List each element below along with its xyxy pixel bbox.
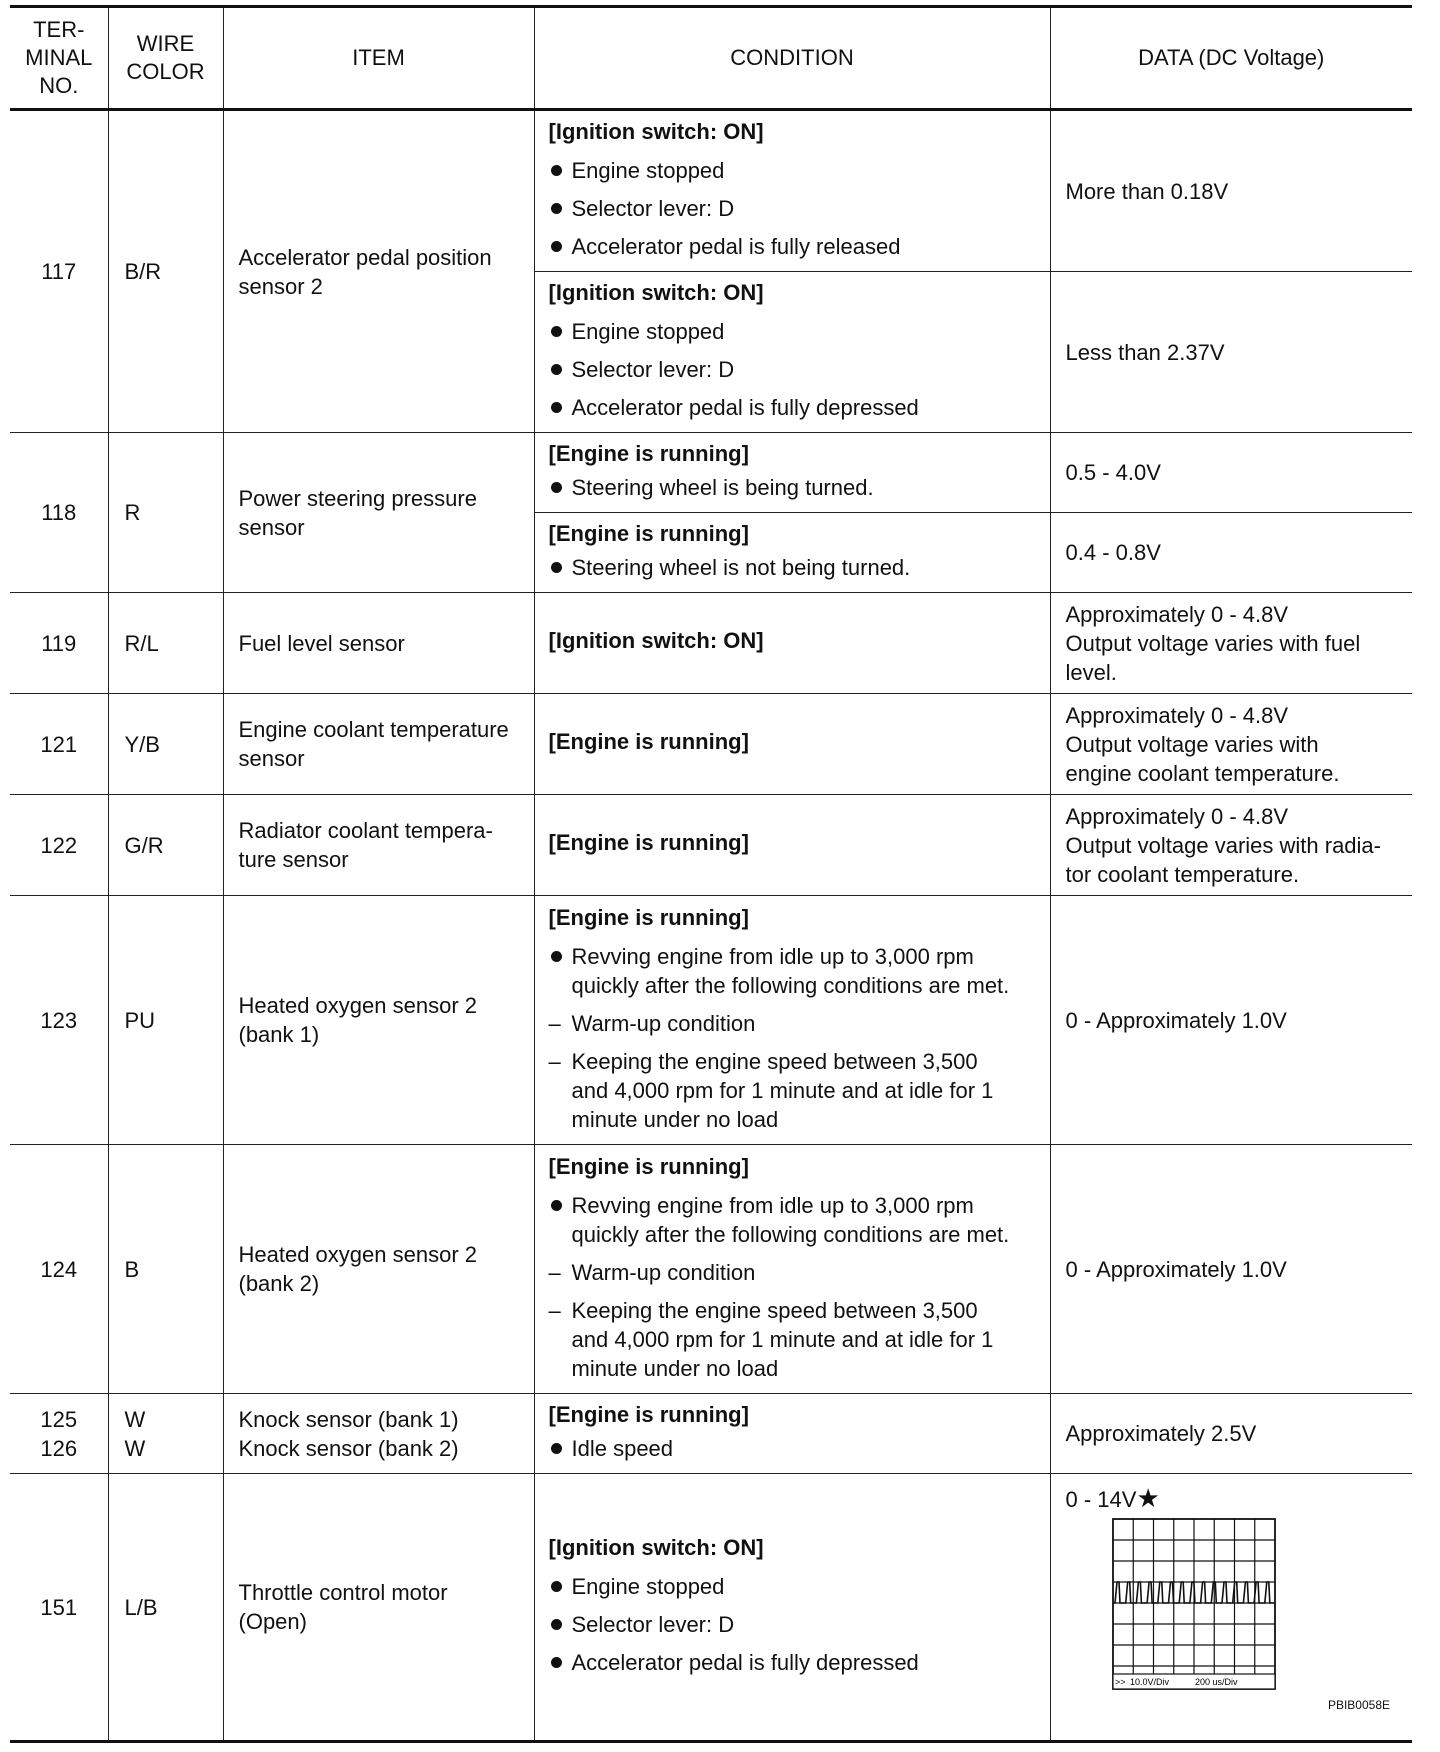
table-row: [10, 694, 1412, 795]
data-value: 0.4 - 0.8V: [1050, 513, 1412, 593]
oscilloscope-waveform: [1112, 1518, 1292, 1698]
terminal-no: 151: [10, 1474, 108, 1742]
scope-marker: >>: [1114, 1677, 1126, 1687]
terminal-no: 122: [10, 795, 108, 896]
condition-cell: [534, 513, 1050, 593]
bullet-item: Steering wheel is not being turned.: [549, 553, 1040, 582]
data-value: 0 - Approximately 1.0V: [1050, 896, 1412, 1145]
time-per-div: 200 us/Div: [1194, 1677, 1238, 1687]
condition-cell: [534, 110, 1050, 272]
condition-heading: [Engine is running]: [548, 441, 749, 466]
data-value: Less than 2.37V: [1050, 272, 1412, 433]
condition-heading: [Engine is running]: [548, 1402, 749, 1427]
data-value: Approximately 0 - 4.8V Output voltage varies with engine coolant temperature.: [1050, 694, 1412, 795]
bullet-item: Revving engine from idle up to 3,000 rpm quickly after the following conditions are met.: [549, 942, 1040, 1000]
terminal-no: 125 126: [10, 1394, 108, 1474]
terminal-no: 123: [10, 896, 108, 1145]
wire-color: L/B: [108, 1474, 223, 1742]
header-item: ITEM: [223, 7, 534, 110]
item-name: Throttle control motor (Open): [223, 1474, 534, 1742]
volt-per-div: 10.0V/Div: [1129, 1677, 1169, 1687]
bullet-item: Engine stopped: [549, 156, 1040, 185]
bullet-item: Accelerator pedal is fully depressed: [549, 1648, 1040, 1677]
condition-heading: [Engine is running]: [548, 729, 749, 754]
bullet-item: Selector lever: D: [549, 1610, 1040, 1639]
condition-cell: [534, 593, 1050, 694]
wire-color: Y/B: [108, 694, 223, 795]
data-value-waveform: [1050, 1474, 1412, 1742]
item-name: Radiator coolant tempera- ture sensor: [223, 795, 534, 896]
table-row: [10, 593, 1412, 694]
data-value: Approximately 2.5V: [1050, 1394, 1412, 1474]
bullet-item: Idle speed: [549, 1434, 1040, 1463]
data-value: 0 - 14V: [1065, 1487, 1137, 1512]
condition-heading: [Engine is running]: [548, 521, 749, 546]
wire-color: W W: [108, 1394, 223, 1474]
condition-heading: [Ignition switch: ON]: [548, 1535, 764, 1560]
terminal-no: 119: [10, 593, 108, 694]
wire-color: R/L: [108, 593, 223, 694]
condition-cell: [534, 272, 1050, 433]
table-row: [10, 110, 1412, 272]
condition-cell: [534, 694, 1050, 795]
item-name: Power steering pressure sensor: [223, 433, 534, 593]
bullet-item: Engine stopped: [549, 1572, 1040, 1601]
header-condition: CONDITION: [534, 7, 1050, 110]
wire-color: PU: [108, 896, 223, 1145]
wire-color: B/R: [108, 110, 223, 433]
item-name: Heated oxygen sensor 2 (bank 1): [223, 896, 534, 1145]
data-value: 0.5 - 4.0V: [1050, 433, 1412, 513]
data-value: Approximately 0 - 4.8V Output voltage varies with fuel level.: [1050, 593, 1412, 694]
bullet-item: Selector lever: D: [549, 194, 1040, 223]
header-row: [10, 7, 1412, 110]
condition-cell: [534, 1145, 1050, 1394]
condition-cell: [534, 896, 1050, 1145]
table-row: [10, 896, 1412, 1145]
condition-heading: [Engine is running]: [548, 904, 749, 930]
condition-heading: [Engine is running]: [548, 1153, 749, 1179]
condition-heading: [Engine is running]: [548, 830, 749, 855]
condition-cell: [534, 795, 1050, 896]
table-row: [10, 1474, 1412, 1742]
figure-code: PBIB0058E: [1327, 1698, 1390, 1712]
bullet-item: Revving engine from idle up to 3,000 rpm quickly after the following conditions are met.: [549, 1191, 1040, 1249]
bullet-item: Steering wheel is being turned.: [549, 473, 1040, 502]
terminal-no: 121: [10, 694, 108, 795]
header-terminal: TER- MINAL NO.: [10, 7, 108, 110]
item-name: Accelerator pedal position sensor 2: [223, 110, 534, 433]
condition-cell: [534, 1394, 1050, 1474]
item-name: Heated oxygen sensor 2 (bank 2): [223, 1145, 534, 1394]
star-icon: ★: [1136, 1483, 1160, 1513]
pwm-trace: [1113, 1582, 1275, 1603]
scope-grid: [1113, 1519, 1275, 1689]
bullet-item: Engine stopped: [549, 317, 1040, 346]
table-row: [10, 433, 1412, 513]
condition-heading: [Ignition switch: ON]: [548, 280, 764, 305]
item-name: Knock sensor (bank 1) Knock sensor (bank 2): [223, 1394, 534, 1474]
dash-item: – Warm-up condition: [549, 1009, 1040, 1038]
wire-color: B: [108, 1145, 223, 1394]
terminal-spec-table: [10, 5, 1412, 1743]
item-name: Fuel level sensor: [223, 593, 534, 694]
dash-item: – Keeping the engine speed between 3,500 and 4,000 rpm for 1 minute and at idle for 1 minute under no load: [549, 1296, 1040, 1383]
wire-color: R: [108, 433, 223, 593]
terminal-no: 118: [10, 433, 108, 593]
data-value: Approximately 0 - 4.8V Output voltage varies with radia- tor coolant temperature.: [1050, 795, 1412, 896]
terminal-no: 124: [10, 1145, 108, 1394]
table-row: [10, 1394, 1412, 1474]
header-data: DATA (DC Voltage): [1050, 7, 1412, 110]
condition-cell: [534, 1474, 1050, 1742]
data-value: 0 - Approximately 1.0V: [1050, 1145, 1412, 1394]
wire-color: G/R: [108, 795, 223, 896]
dash-item: – Keeping the engine speed between 3,500 and 4,000 rpm for 1 minute and at idle for 1 minute under no load: [549, 1047, 1040, 1134]
bullet-item: Accelerator pedal is fully released: [549, 232, 1040, 261]
bullet-item: Accelerator pedal is fully depressed: [549, 393, 1040, 422]
item-name: Engine coolant temperature sensor: [223, 694, 534, 795]
header-wire-color: WIRE COLOR: [108, 7, 223, 110]
data-value: More than 0.18V: [1050, 110, 1412, 272]
table-row: [10, 795, 1412, 896]
terminal-no: 117: [10, 110, 108, 433]
bullet-item: Selector lever: D: [549, 355, 1040, 384]
condition-heading: [Ignition switch: ON]: [548, 628, 764, 653]
condition-heading: [Ignition switch: ON]: [548, 119, 764, 144]
dash-item: – Warm-up condition: [549, 1258, 1040, 1287]
condition-cell: [534, 433, 1050, 513]
table-row: [10, 1145, 1412, 1394]
